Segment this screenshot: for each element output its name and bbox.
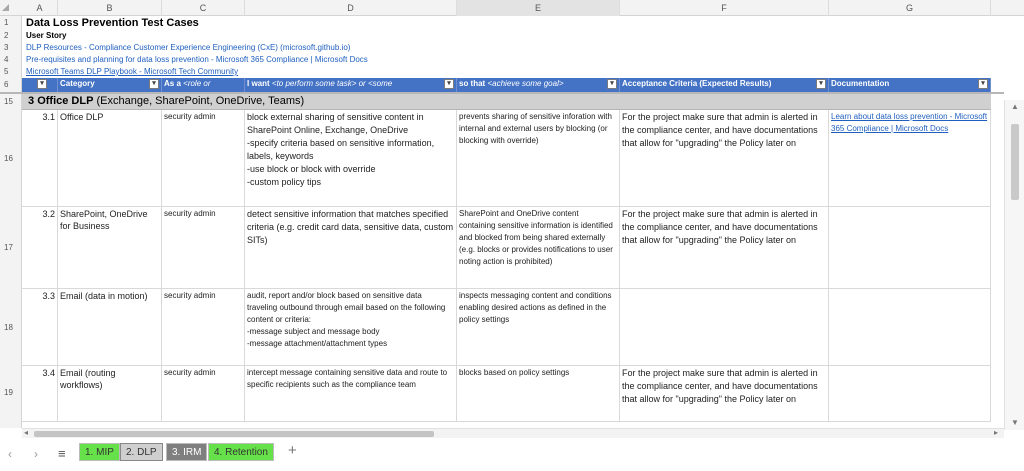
vertical-scrollbar[interactable] xyxy=(1004,100,1024,430)
row-number[interactable]: 5 xyxy=(0,66,22,78)
user-story-label[interactable]: User Story xyxy=(26,31,67,40)
column-header-e[interactable]: E xyxy=(457,0,620,16)
chevron-right-icon[interactable]: › xyxy=(34,447,38,461)
vertical-scroll-thumb[interactable] xyxy=(1011,124,1019,200)
category-cell[interactable]: Email (routing workflows) xyxy=(58,366,162,422)
column-header-f[interactable]: F xyxy=(620,0,829,16)
row-number[interactable]: 6 xyxy=(0,78,22,92)
select-all-corner[interactable] xyxy=(2,4,9,11)
column-header-d[interactable]: D xyxy=(245,0,457,16)
table-header-acceptance xyxy=(620,78,829,92)
table-row xyxy=(0,110,1004,207)
table-header-id xyxy=(22,78,58,92)
row-number[interactable]: 2 xyxy=(0,30,22,42)
horizontal-scrollbar[interactable] xyxy=(22,428,1004,438)
so-that-cell[interactable]: inspects messaging content and conditions enabling desired actions as defined in the policy settings xyxy=(457,289,620,366)
row-number[interactable]: 16 xyxy=(0,110,22,207)
column-header-b[interactable]: B xyxy=(58,0,162,16)
sheet-row-2 xyxy=(0,30,1004,42)
header-label: As a xyxy=(164,79,181,88)
sheet-title[interactable]: Data Loss Prevention Test Cases xyxy=(26,17,199,29)
column-header-g[interactable]: G xyxy=(829,0,991,16)
row-number[interactable]: 4 xyxy=(0,54,22,66)
sheet-tab-irm[interactable]: 3. IRM xyxy=(166,443,207,461)
table-header-as-a xyxy=(162,78,245,92)
dropdown-filter-icon[interactable]: ▾ xyxy=(149,79,159,89)
dropdown-filter-icon[interactable]: ▾ xyxy=(978,79,988,89)
teams-dlp-playbook-link[interactable]: Microsoft Teams DLP Playbook - Microsoft Tech Community xyxy=(26,67,239,76)
table-header-documentation xyxy=(829,78,991,92)
sheet-tab-bar xyxy=(0,439,1024,471)
sheet-tab-mip[interactable]: 1. MIP xyxy=(79,443,120,461)
documentation-cell[interactable] xyxy=(829,289,991,366)
section-number: 3 xyxy=(28,95,35,107)
table-row xyxy=(0,366,1004,422)
row-number[interactable]: 3 xyxy=(0,42,22,54)
table-header-i-want xyxy=(245,78,457,92)
scroll-up-icon[interactable]: ▲ xyxy=(1011,102,1019,111)
header-label: Documentation xyxy=(831,79,890,88)
section-title[interactable] xyxy=(22,94,991,110)
section-name: Office DLP xyxy=(37,95,94,107)
sheet-row-5 xyxy=(0,66,1004,78)
table-row xyxy=(0,207,1004,289)
so-that-cell[interactable]: blocks based on policy settings xyxy=(457,366,620,422)
acceptance-cell[interactable]: For the project make sure that admin is alerted in the compliance center, and have documentations that allow for "upgrading" the Policy later on xyxy=(620,207,829,289)
category-cell[interactable]: SharePoint, OneDrive for Business xyxy=(58,207,162,289)
plus-icon[interactable]: + xyxy=(288,442,297,459)
header-hint: <achieve some goal> xyxy=(487,79,564,88)
so-that-cell[interactable]: SharePoint and OneDrive content containing sensitive information is identified and blocked from being shared externally (e.g. blocks or provides notifications to user noting action is prohibited) xyxy=(457,207,620,289)
documentation-cell[interactable] xyxy=(829,366,991,422)
row-id[interactable]: 3.3 xyxy=(22,289,58,366)
header-hint: <to perform some task> or <some xyxy=(271,79,393,88)
want-cell[interactable]: intercept message containing sensitive data and route to specific recipients such as the compliance team xyxy=(245,366,457,422)
header-label: Acceptance Criteria (Expected Results) xyxy=(622,79,772,88)
role-cell[interactable]: security admin xyxy=(162,110,245,207)
role-cell[interactable]: security admin xyxy=(162,207,245,289)
scroll-right-icon[interactable]: ▸ xyxy=(994,428,999,437)
dropdown-filter-icon[interactable]: ▾ xyxy=(816,79,826,89)
column-header-c[interactable]: C xyxy=(162,0,245,16)
acceptance-cell[interactable] xyxy=(620,289,829,366)
header-hint: <role or xyxy=(183,79,211,88)
chevron-left-icon[interactable]: ‹ xyxy=(8,447,12,461)
sheet-row-4 xyxy=(0,54,1004,66)
table-header-row xyxy=(0,78,1004,92)
scroll-down-icon[interactable]: ▼ xyxy=(1011,418,1019,427)
dlp-resources-link[interactable]: DLP Resources - Compliance Customer Experience Engineering (CxE) (microsoft.github.io) xyxy=(26,43,351,52)
want-cell[interactable]: detect sensitive information that matches specified criteria (e.g. credit card data, sensitive data, custom SITs) xyxy=(245,207,457,289)
row-number[interactable] xyxy=(0,422,22,428)
column-header-a[interactable]: A xyxy=(22,0,58,16)
section-row xyxy=(0,94,1004,110)
dropdown-filter-icon[interactable]: ▾ xyxy=(607,79,617,89)
category-cell[interactable]: Email (data in motion) xyxy=(58,289,162,366)
row-number[interactable]: 19 xyxy=(0,366,22,422)
row-number[interactable]: 15 xyxy=(0,94,22,110)
acceptance-cell[interactable]: For the project make sure that admin is alerted in the compliance center, and have documentations that allow for "upgrading" the Policy later on xyxy=(620,110,829,207)
column-header-bar xyxy=(0,0,1024,16)
row-number[interactable]: 1 xyxy=(0,16,22,30)
header-label: Category xyxy=(60,79,95,88)
header-label: so that xyxy=(459,79,486,88)
sheet-tab-retention[interactable]: 4. Retention xyxy=(208,443,274,461)
table-row xyxy=(0,289,1004,366)
documentation-link[interactable]: Learn about data loss prevention - Microsoft 365 Compliance | Microsoft Docs xyxy=(829,110,991,207)
documentation-cell[interactable] xyxy=(829,207,991,289)
row-id[interactable]: 3.4 xyxy=(22,366,58,422)
role-cell[interactable]: security admin xyxy=(162,289,245,366)
sheet-row-3 xyxy=(0,42,1004,54)
prerequisites-link[interactable]: Pre-requisites and planning for data loss prevention - Microsoft 365 Compliance | Microsoft Docs xyxy=(26,55,368,64)
menu-icon[interactable]: ≡ xyxy=(58,446,66,461)
sheet-row-1 xyxy=(0,16,1004,30)
want-cell[interactable]: block external sharing of sensitive content in SharePoint Online, Exchange, OneDrive -specify criteria based on sensitive information, labels, keywords -use block or block with override -custom policy tips xyxy=(245,110,457,207)
acceptance-cell[interactable]: For the project make sure that admin is alerted in the compliance center, and have documentations that allow for "upgrading" the Policy later on xyxy=(620,366,829,422)
row-id[interactable]: 3.2 xyxy=(22,207,58,289)
horizontal-scroll-thumb[interactable] xyxy=(34,431,434,437)
header-label: I want xyxy=(247,79,270,88)
sheet-tab-dlp[interactable]: 2. DLP xyxy=(120,443,163,461)
row-number[interactable]: 18 xyxy=(0,289,22,366)
so-that-cell[interactable]: prevents sharing of sensitive inforation with internal and external users by blocking (or blocking with override) xyxy=(457,110,620,207)
section-detail: (Exchange, SharePoint, OneDrive, Teams) xyxy=(96,95,305,107)
table-header-category xyxy=(58,78,162,92)
want-cell[interactable]: audit, report and/or block based on sensitive data traveling outbound through email based on the following content or criteria: -message subject and message body -message attachment/attachment types xyxy=(245,289,457,366)
category-cell[interactable]: Office DLP xyxy=(58,110,162,207)
dropdown-filter-icon[interactable]: ▾ xyxy=(444,79,454,89)
dropdown-filter-icon[interactable]: ▾ xyxy=(37,79,47,89)
role-cell[interactable]: security admin xyxy=(162,366,245,422)
scroll-left-icon[interactable]: ◂ xyxy=(24,428,29,437)
row-number[interactable]: 17 xyxy=(0,207,22,289)
table-header-so-that xyxy=(457,78,620,92)
row-id[interactable]: 3.1 xyxy=(22,110,58,207)
